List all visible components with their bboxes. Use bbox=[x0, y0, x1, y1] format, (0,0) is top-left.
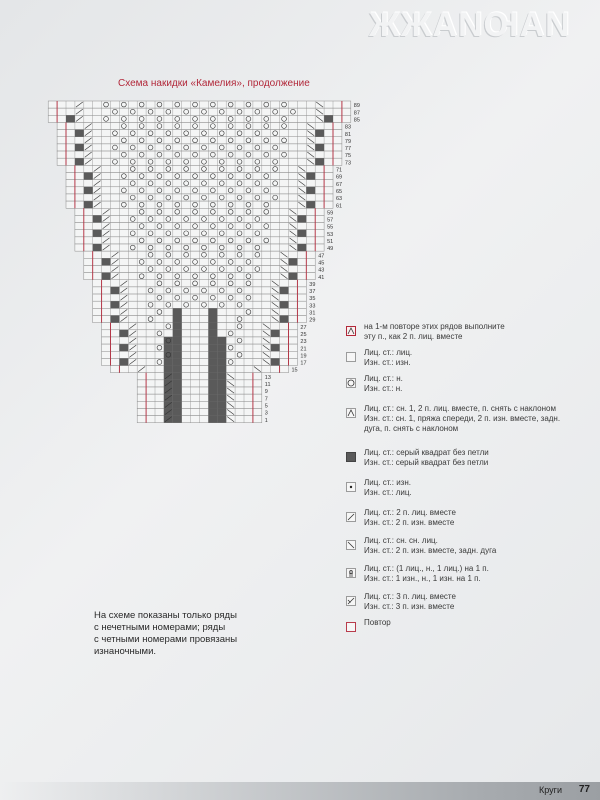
gray-cell bbox=[315, 158, 324, 165]
row-number: 55 bbox=[327, 224, 334, 231]
legend-line: дуга, п. снять с наклоном bbox=[364, 424, 459, 433]
row-number: 45 bbox=[318, 260, 325, 267]
row-number: 87 bbox=[353, 110, 360, 117]
gray-cell bbox=[173, 308, 182, 315]
gray-cell bbox=[173, 394, 182, 401]
row-number: 19 bbox=[300, 353, 307, 360]
gray-cell bbox=[75, 130, 84, 137]
gray-cell bbox=[173, 408, 182, 415]
gray-cell bbox=[173, 416, 182, 423]
gray-cell bbox=[208, 401, 217, 408]
gray-cell bbox=[173, 351, 182, 358]
row-number: 13 bbox=[264, 374, 271, 381]
gray-cell bbox=[173, 358, 182, 365]
row-number: 79 bbox=[344, 138, 352, 145]
legend-line: Изн. ст.: 3 п. изн. вместе bbox=[364, 602, 455, 611]
chart-title: Схема накидки «Камелия», продолжение bbox=[118, 78, 310, 89]
gray-cell bbox=[111, 301, 120, 308]
legend-text bbox=[364, 564, 489, 584]
gray-cell bbox=[217, 344, 226, 351]
k3tog-icon bbox=[346, 593, 356, 603]
row-number: 89 bbox=[353, 103, 360, 110]
gray-cell bbox=[324, 115, 333, 122]
slash-icon bbox=[346, 509, 356, 519]
row-number: 15 bbox=[291, 367, 298, 374]
legend-line: Изн. ст.: 1 изн., н., 1 изн. на 1 п. bbox=[364, 574, 481, 583]
gray-cell bbox=[208, 394, 217, 401]
row-number: 7 bbox=[264, 396, 268, 403]
gray-cell bbox=[173, 330, 182, 337]
legend-line: Повтор bbox=[364, 618, 391, 627]
row-number: 5 bbox=[264, 403, 268, 410]
gray-cell bbox=[208, 344, 217, 351]
increase-icon bbox=[346, 565, 356, 575]
legend-text bbox=[364, 536, 496, 556]
row-number: 11 bbox=[264, 382, 271, 388]
gray-cell bbox=[173, 401, 182, 408]
gray-cell bbox=[289, 273, 298, 280]
gray-cell bbox=[208, 323, 217, 330]
row-number: 81 bbox=[344, 131, 352, 138]
gray-cell bbox=[173, 366, 182, 373]
gray-cell bbox=[173, 373, 182, 380]
gray-cell bbox=[306, 173, 315, 180]
gray-cell bbox=[208, 308, 217, 315]
row-number: 69 bbox=[336, 174, 343, 181]
row-number: 37 bbox=[309, 289, 316, 296]
gray-cell bbox=[102, 273, 111, 280]
gray-cell bbox=[84, 201, 93, 208]
gray-cell bbox=[164, 366, 173, 373]
gray-cell bbox=[315, 144, 324, 151]
gray-cell bbox=[217, 366, 226, 373]
row-number: 57 bbox=[327, 217, 334, 224]
gray-cell bbox=[271, 358, 280, 365]
row-number: 61 bbox=[336, 203, 343, 210]
legend-line: Лиц. ст.: (1 лиц., н., 1 лиц.) на 1 п. bbox=[364, 564, 489, 573]
note-line: изнаночными. bbox=[94, 646, 157, 657]
row-number: 75 bbox=[344, 153, 352, 160]
gray-cell bbox=[119, 330, 128, 337]
triangle-icon bbox=[346, 405, 356, 415]
row-number: 83 bbox=[344, 124, 352, 131]
gray-cell bbox=[84, 173, 93, 180]
gray-cell bbox=[111, 316, 120, 323]
gray-cell bbox=[217, 358, 226, 365]
row-number: 35 bbox=[309, 296, 316, 303]
red-triangle-icon bbox=[346, 323, 356, 333]
circle-icon bbox=[346, 375, 356, 385]
row-number: 67 bbox=[336, 181, 343, 188]
note-line: с нечетными номерами; ряды bbox=[94, 622, 226, 633]
row-number: 73 bbox=[344, 160, 352, 167]
row-number: 41 bbox=[318, 274, 325, 281]
gray-cell bbox=[208, 387, 217, 394]
gray-cell bbox=[164, 344, 173, 351]
row-number: 43 bbox=[318, 267, 325, 274]
page-number: 77 bbox=[578, 784, 590, 795]
row-number: 63 bbox=[336, 196, 343, 203]
footer-section: Круги bbox=[539, 785, 562, 795]
footer-bar bbox=[0, 782, 600, 800]
gray-cell bbox=[208, 416, 217, 423]
gray-cell bbox=[111, 287, 120, 294]
gray-cell bbox=[208, 337, 217, 344]
chart-note bbox=[94, 610, 237, 658]
legend-text bbox=[364, 348, 412, 368]
row-number: 17 bbox=[300, 360, 307, 367]
legend-line: Лиц. ст.: сн. сн. лиц. bbox=[364, 536, 438, 545]
dot-icon bbox=[346, 479, 356, 489]
gray-cell bbox=[119, 344, 128, 351]
note-line: На схеме показаны только ряды bbox=[94, 610, 237, 621]
legend-line: Лиц. ст.: н. bbox=[364, 374, 403, 383]
gray-cell bbox=[208, 366, 217, 373]
row-number: 39 bbox=[309, 281, 316, 288]
gray-cell bbox=[280, 301, 289, 308]
gray-cell bbox=[217, 401, 226, 408]
gray-cell bbox=[297, 244, 306, 251]
legend-line: Изн. ст.: серый квадрат без петли bbox=[364, 458, 489, 467]
gray-cell bbox=[75, 158, 84, 165]
row-number: 71 bbox=[336, 167, 343, 174]
gray-cell bbox=[208, 408, 217, 415]
repeat-box-icon bbox=[346, 619, 356, 629]
gray-cell bbox=[208, 351, 217, 358]
gray-cell bbox=[306, 201, 315, 208]
row-number: 65 bbox=[336, 188, 343, 195]
gray-cell bbox=[217, 373, 226, 380]
backslash-icon bbox=[346, 537, 356, 547]
legend-text bbox=[364, 374, 403, 394]
gray-cell bbox=[217, 416, 226, 423]
gray-cell bbox=[271, 330, 280, 337]
gray-cell bbox=[173, 380, 182, 387]
legend-line: Изн. ст.: н. bbox=[364, 384, 403, 393]
row-number: 9 bbox=[264, 389, 268, 396]
legend-line: Лиц. ст.: 2 п. лиц. вместе bbox=[364, 508, 456, 517]
gray-cell bbox=[208, 316, 217, 323]
gray-cell bbox=[93, 244, 102, 251]
gray-cell bbox=[84, 187, 93, 194]
gray-cell bbox=[173, 344, 182, 351]
gray-cell bbox=[173, 387, 182, 394]
gray-cell bbox=[280, 316, 289, 323]
row-number: 31 bbox=[309, 310, 316, 317]
gray-cell bbox=[217, 380, 226, 387]
gray-cell bbox=[315, 130, 324, 137]
gray-cell bbox=[208, 358, 217, 365]
gray-cell bbox=[119, 358, 128, 365]
legend-line: эту п., как 2 п. лиц. вместе bbox=[364, 332, 463, 341]
note-line: с четными номерами провязаны bbox=[94, 634, 238, 645]
legend-line: Изн. ст.: 2 п. изн. вместе bbox=[364, 518, 455, 527]
row-number: 23 bbox=[300, 339, 307, 346]
header-decor-word: ИАЮИАЖЖ bbox=[368, 6, 570, 44]
empty-square-icon bbox=[346, 349, 356, 359]
row-number: 77 bbox=[344, 146, 352, 153]
legend-line: Лиц. ст.: серый квадрат без петли bbox=[364, 448, 489, 457]
legend-text bbox=[364, 592, 456, 612]
gray-cell bbox=[93, 215, 102, 222]
gray-cell bbox=[66, 115, 75, 122]
row-number: 29 bbox=[309, 317, 316, 324]
row-number: 85 bbox=[353, 117, 360, 124]
legend-line: Изн. ст.: 2 п. изн. вместе, задн. дуга bbox=[364, 546, 497, 555]
legend-line: Лиц. ст.: изн. bbox=[364, 478, 411, 487]
gray-cell bbox=[208, 373, 217, 380]
gray-cell bbox=[217, 337, 226, 344]
legend-line: Изн. ст.: сн. 1, пряжа спереди, 2 п. изн. вместе, задн. bbox=[364, 414, 561, 423]
gray-cell bbox=[173, 337, 182, 344]
gray-cell bbox=[289, 258, 298, 265]
legend-line: Изн. ст.: лиц. bbox=[364, 488, 412, 497]
gray-square-icon bbox=[346, 449, 356, 459]
row-number: 25 bbox=[300, 331, 307, 338]
gray-cell bbox=[208, 380, 217, 387]
gray-cell bbox=[217, 351, 226, 358]
legend-line: Лиц. ст.: лиц. bbox=[364, 348, 413, 357]
legend-text bbox=[364, 404, 560, 434]
gray-cell bbox=[93, 230, 102, 237]
row-number: 21 bbox=[300, 346, 307, 353]
gray-cell bbox=[280, 287, 289, 294]
legend-text bbox=[364, 478, 412, 498]
row-number: 49 bbox=[327, 246, 334, 253]
gray-cell bbox=[217, 408, 226, 415]
legend-line: Лиц. ст.: 3 п. лиц. вместе bbox=[364, 592, 456, 601]
gray-cell bbox=[164, 358, 173, 365]
gray-cell bbox=[208, 330, 217, 337]
row-number: 27 bbox=[300, 324, 307, 331]
legend-text bbox=[364, 618, 391, 628]
row-number: 3 bbox=[264, 410, 268, 417]
legend-line: Изн. ст.: изн. bbox=[364, 358, 411, 367]
gray-cell bbox=[297, 230, 306, 237]
row-number: 47 bbox=[318, 253, 325, 260]
gray-cell bbox=[173, 316, 182, 323]
row-number: 1 bbox=[264, 417, 268, 424]
gray-cell bbox=[271, 344, 280, 351]
legend-text bbox=[364, 508, 456, 528]
gray-cell bbox=[75, 144, 84, 151]
row-number: 53 bbox=[327, 231, 334, 238]
row-number: 59 bbox=[327, 210, 334, 217]
row-number: 51 bbox=[327, 239, 334, 245]
legend-line: на 1-м повторе этих рядов выполните bbox=[364, 322, 505, 331]
row-number: 33 bbox=[309, 303, 316, 310]
gray-cell bbox=[102, 258, 111, 265]
legend-line: Лиц. ст.: сн. 1, 2 п. лиц. вместе, п. снять с наклоном bbox=[364, 404, 556, 413]
legend-text bbox=[364, 448, 489, 468]
gray-cell bbox=[217, 394, 226, 401]
gray-cell bbox=[173, 323, 182, 330]
gray-cell bbox=[297, 215, 306, 222]
legend-text bbox=[364, 322, 505, 342]
gray-cell bbox=[306, 187, 315, 194]
gray-cell bbox=[217, 387, 226, 394]
